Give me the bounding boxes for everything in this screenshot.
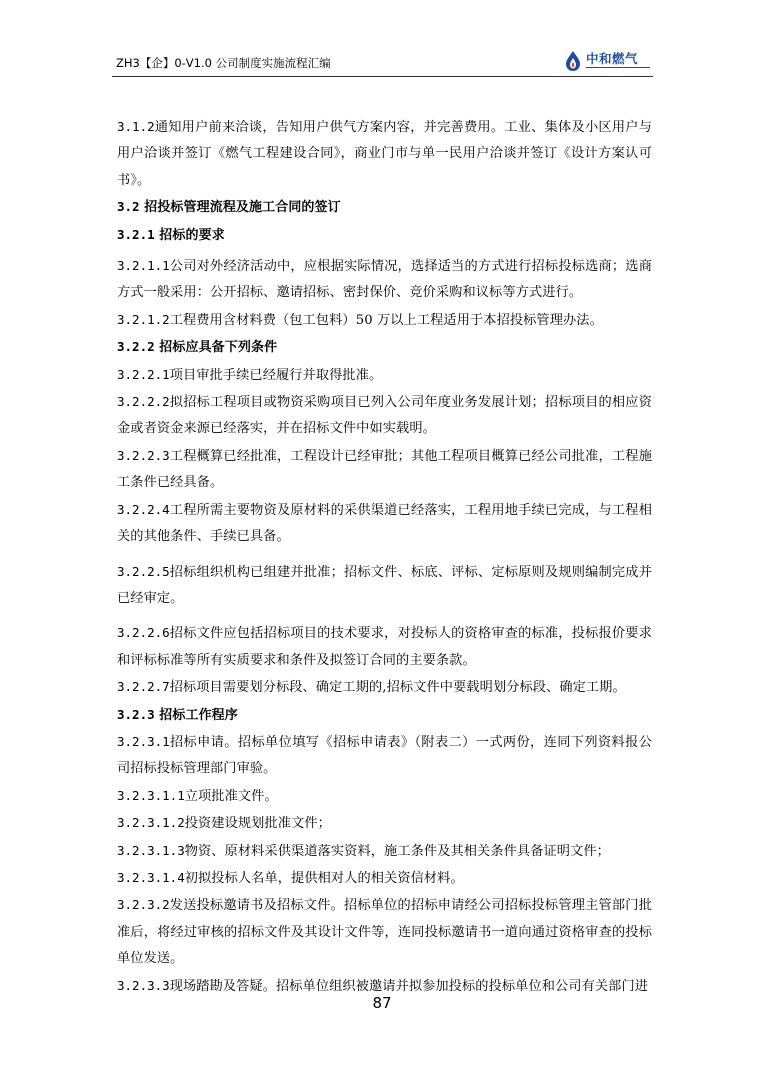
clause-text: 工程所需主要物资及原材料的采供渠道已经落实，工程用地手续已完成，与工程相关的其他条件、手续已具备。 [117,502,652,545]
clause-text: 现场踏勘及答疑。招标单位组织被邀请并拟参加投标的投标单位和公司有关部门进 [169,978,649,994]
clause-number: 3.2.3.1 [117,733,170,749]
clause-text: 工程费用含材料费（包工包料）50 万以上工程适用于本招投标管理办法。 [169,312,603,328]
clause-number: 3.2.2.2 [117,394,170,410]
logo-underline [586,67,650,71]
clause-number: 3.2.3 [117,706,155,722]
clause-text: 初拟投标人名单，提供相对人的相关资信材料。 [184,870,464,886]
clause-number: 3.2.2.6 [117,625,170,641]
body-paragraph [117,620,652,674]
clause-number: 3.2.3.1.3 [117,842,185,858]
body-paragraph [117,892,652,972]
company-logo [563,48,650,74]
body-paragraph [117,559,652,613]
body-content [117,114,652,1000]
clause-number: 3.2.3.2 [117,897,170,913]
body-paragraph [117,674,652,701]
clause-text: 招标工作程序 [159,707,238,723]
body-paragraph [117,253,652,307]
clause-number: 3.1.2 [117,119,155,134]
body-paragraph [117,443,652,497]
body-paragraph [117,729,652,783]
clause-number: 3.2 [117,199,140,215]
clause-text: 招标项目需要划分标段、确定工期的,招标文件中要载明划分标段、确定工期。 [169,680,626,696]
clause-text: 招标文件应包括招标项目的技术要求，对投标人的资格审查的标准，投标报价要求和评标标准等所有实质要求和条件及拟签订合同的主要条款。 [117,626,652,668]
section-heading [117,222,652,249]
clause-number: 3.2.1 [117,226,155,242]
clause-number: 3.2.2.7 [117,679,170,695]
clause-number: 3.2.1.2 [117,311,170,327]
clause-number: 3.2.2.3 [117,447,170,463]
clause-text: 拟招标工程项目或物资采购项目已列入公司年度业务发展计划；招标项目的相应资金或者资金来源已经落实，并在招标文件中如实载明。 [117,395,652,437]
body-paragraph [117,810,652,837]
clause-text: 招标组织机构已组建并批准；招标文件、标底、评标、定标原则及规则编制完成并已经审定。 [117,564,652,606]
clause-number: 3.2.3.3 [117,977,170,993]
clause-text: 立项批准文件。 [184,788,278,804]
clause-number: 3.2.3.1.4 [117,869,185,885]
body-paragraph [117,307,652,334]
body-paragraph [117,838,652,865]
body-paragraph [117,114,652,194]
section-heading [117,702,652,729]
page-number: 87 [372,994,392,1012]
clause-number: 3.2.3.1.1 [117,787,185,803]
clause-text: 通知用户前来洽谈，告知用户供气方案内容，并完善费用。工业、集体及小区用户与用户洽谈并签订《燃气工程建设合同》，商业门市与单一民用户洽谈并签订《设计方案认可书》。 [117,120,652,188]
header-divider [112,76,653,77]
clause-text: 工程概算已经批准，工程设计已经审批；其他工程项目概算已经公司批准，工程施工条件已经具备。 [117,448,652,491]
logo-name: 中和燃气 [586,51,639,66]
body-paragraph [117,783,652,810]
header-title: ZH3【企】0-V1.0 公司制度实施流程汇编 [116,56,331,70]
clause-number: 3.2.2 [117,339,155,355]
clause-text: 招标的要求 [159,227,225,243]
clause-text: 物资、原材料采供渠道落实资料，施工条件及其相关条件具备证明文件； [184,843,610,859]
clause-text: 招标应具备下列条件 [159,340,278,356]
clause-text: 投资建设规划批准文件； [184,816,331,832]
page-header [116,48,652,78]
clause-number: 3.2.1.1 [117,258,170,274]
body-paragraph [117,362,652,389]
body-paragraph [117,389,652,443]
clause-text: 项目审批手续已经履行并取得批准。 [169,367,383,383]
section-heading [117,334,652,361]
clause-text: 招投标管理流程及施工合同的签订 [144,200,341,216]
clause-text: 招标申请。招标单位填写《招标申请表》（附表二）一式两份，连同下列资料报公司招标投标管理部门审验。 [117,734,652,777]
flame-drop-icon [563,50,583,72]
clause-number: 3.2.2.4 [117,501,170,517]
clause-number: 3.2.2.5 [117,563,170,579]
clause-text: 公司对外经济活动中，应根据实际情况，选择适当的方式进行招标投标选商；选商方式一般采用：公开招标、邀请招标、密封保价、竞价采购和议标等方式进行。 [117,259,652,301]
clause-number: 3.2.3.1.2 [117,815,185,831]
body-paragraph [117,497,652,551]
section-heading [117,194,652,221]
clause-number: 3.2.2.1 [117,366,170,382]
body-paragraph [117,865,652,892]
clause-text: 发送投标邀请书及招标文件。招标单位的招标申请经公司招标投标管理主管部门批准后，将经过审核的招标文件及其设计文件等，连同投标邀请书一道向通过资格审查的投标单位发送。 [117,898,652,967]
